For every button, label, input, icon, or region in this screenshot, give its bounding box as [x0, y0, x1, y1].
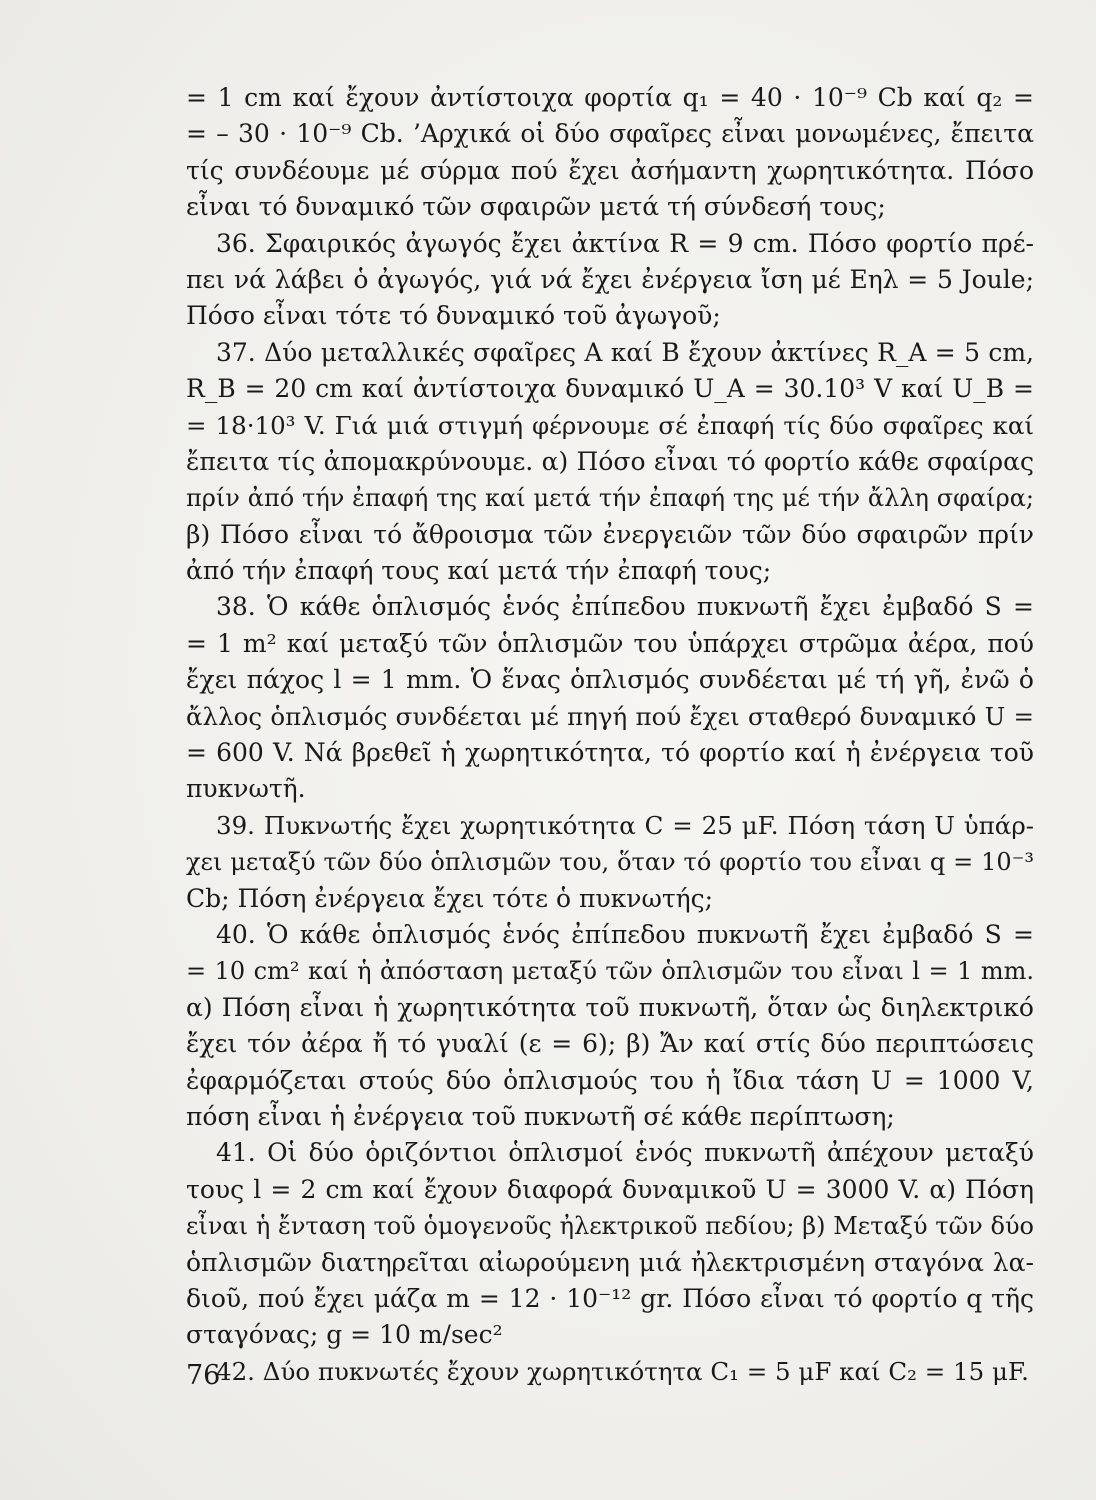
text-line: Cb; Πόση ἐνέργεια ἔχει τότε ὁ πυκνωτής; — [186, 883, 714, 913]
text-line: 37. Δύο μεταλλικές σφαῖρες Α καί Β ἔχουν ἀκτίνες R_A = 5 cm, — [216, 337, 1034, 367]
text-line: εἶναι ἡ ἔνταση τοῦ ὁμογενοῦς ἠλεκτρικοῦ πεδίου; β) Μεταξύ τῶν δύο — [186, 1212, 1034, 1241]
text-line: 42. Δύο πυκνωτές ἔχουν χωρητικότητα C₁ = 5 μF καί C₂ = 15 μF. — [216, 1356, 1029, 1386]
text-line: ἔπειτα τίς ἀπομακρύνουμε. α) Πόσο εἶναι τό φορτίο κάθε σφαίρας — [186, 446, 1034, 476]
text-line: ἔχει πάχος l = 1 mm. Ὁ ἕνας ὁπλισμός συνδέεται μέ τή γῆ, ἐνῶ ὁ — [186, 665, 1034, 695]
text-line: = 600 V. Νά βρεθεῖ ἡ χωρητικότητα, τό φορτίο καί ἡ ἐνέργεια τοῦ — [186, 738, 1034, 768]
text-line: β) Πόσο εἶναι τό ἄθροισμα τῶν ἐνεργειῶν τῶν δύο σφαιρῶν πρίν — [186, 519, 1034, 549]
text-line: 38. Ὁ κάθε ὁπλισμός ἑνός ἐπίπεδου πυκνωτῆ ἔχει ἐμβαδό S = — [216, 592, 1034, 622]
text-line: α) Πόση εἶναι ἡ χωρητικότητα τοῦ πυκνωτῆ, ὅταν ὡς διηλεκτρικό — [186, 992, 1034, 1022]
text-line: = 18·10³ V. Γιά μιά στιγμή φέρνουμε σέ ἐπαφή τίς δύο σφαῖρες καί — [186, 410, 1034, 440]
text-line: ἄλλος ὁπλισμός συνδέεται μέ πηγή πού ἔχει σταθερό δυναμικό U = — [186, 701, 1034, 731]
text-line: τίς συνδέουμε μέ σύρμα πού ἔχει ἀσήμαντη χωρητικότητα. Πόσο — [186, 155, 1034, 185]
text-line: πόση εἶναι ἡ ἐνέργεια τοῦ πυκνωτῆ σέ κάθε περίπτωση; — [186, 1101, 895, 1131]
text-line: διοῦ, πού ἔχει μάζα m = 12 · 10⁻¹² gr. Πόσο εἶναι τό φορτίο q τῆς — [186, 1283, 1034, 1313]
text-line: χει μεταξύ τῶν δύο ὁπλισμῶν του, ὅταν τό φορτίο του εἶναι q = 10⁻³ — [186, 848, 1034, 877]
text-line: 40. Ὁ κάθε ὁπλισμός ἑνός ἐπίπεδου πυκνωτῆ ἔχει ἐμβαδό S = — [216, 919, 1034, 949]
text-line: ἔχει τόν ἀέρα ἤ τό γυαλί (ε = 6); β) Ἄν καί στίς δύο περιπτώσεις — [186, 1029, 1034, 1059]
text-line: = 10 cm² καί ἡ ἀπόσταση μεταξύ τῶν ὁπλισμῶν του εἶναι l = 1 mm. — [186, 957, 1034, 986]
text-line: 36. Σφαιρικός ἀγωγός ἔχει ἀκτίνα R = 9 cm. Πόσο φορτίο πρέ- — [216, 228, 1034, 258]
text-line: = – 30 · 10⁻⁹ Cb. ’Αρχικά οἱ δύο σφαῖρες εἶναι μονωμένες, ἔπειτα — [186, 119, 1034, 149]
text-line: = 1 cm καί ἔχουν ἀντίστοιχα φορτία q₁ = 40 · 10⁻⁹ Cb καί q₂ = — [186, 83, 1034, 112]
text-line: ὁπλισμῶν διατηρεῖται αἰωρούμενη μιά ἠλεκτρισμένη σταγόνα λα- — [186, 1247, 1034, 1277]
text-line: τους l = 2 cm καί ἔχουν διαφορά δυναμικοῦ U = 3000 V. α) Πόση — [186, 1174, 1034, 1204]
text-line: ἐφαρμόζεται στούς δύο ὁπλισμούς του ἡ ἴδια τάση U = 1000 V, — [186, 1065, 1034, 1095]
text-line: 41. Οἱ δύο ὁριζόντιοι ὁπλισμοί ἑνός πυκνωτῆ ἀπέχουν μεταξύ — [216, 1138, 1034, 1168]
text-line: Πόσο εἶναι τότε τό δυναμικό τοῦ ἀγωγοῦ; — [186, 301, 721, 331]
text-line: = 1 m² καί μεταξύ τῶν ὁπλισμῶν του ὑπάρχει στρῶμα ἀέρα, πού — [186, 628, 1034, 658]
text-line: πυκνωτῆ. — [186, 774, 306, 804]
text-line: R_B = 20 cm καί ἀντίστοιχα δυναμικό U_A = 30.10³ V καί U_B = — [186, 374, 1034, 404]
page-number: 76 — [186, 1360, 221, 1391]
page-text — [186, 80, 1034, 1390]
text-line: εἶναι τό δυναμικό τῶν σφαιρῶν μετά τή σύνδεσή τους; — [186, 192, 886, 222]
text-line: ἀπό τήν ἐπαφή τους καί μετά τήν ἐπαφή τους; — [186, 556, 772, 586]
text-line: 39. Πυκνωτής ἔχει χωρητικότητα C = 25 μF. Πόση τάση U ὑπάρ- — [216, 810, 1034, 840]
text-line: πει νά λάβει ὁ ἀγωγός, γιά νά ἔχει ἐνέργεια ἴση μέ Eηλ = 5 Joule; — [186, 264, 1034, 294]
text-line: σταγόνας; g = 10 m/sec² — [186, 1320, 503, 1350]
text-line: πρίν ἀπό τήν ἐπαφή της καί μετά τήν ἐπαφή της μέ τήν ἄλλη σφαίρα; — [186, 484, 1034, 513]
